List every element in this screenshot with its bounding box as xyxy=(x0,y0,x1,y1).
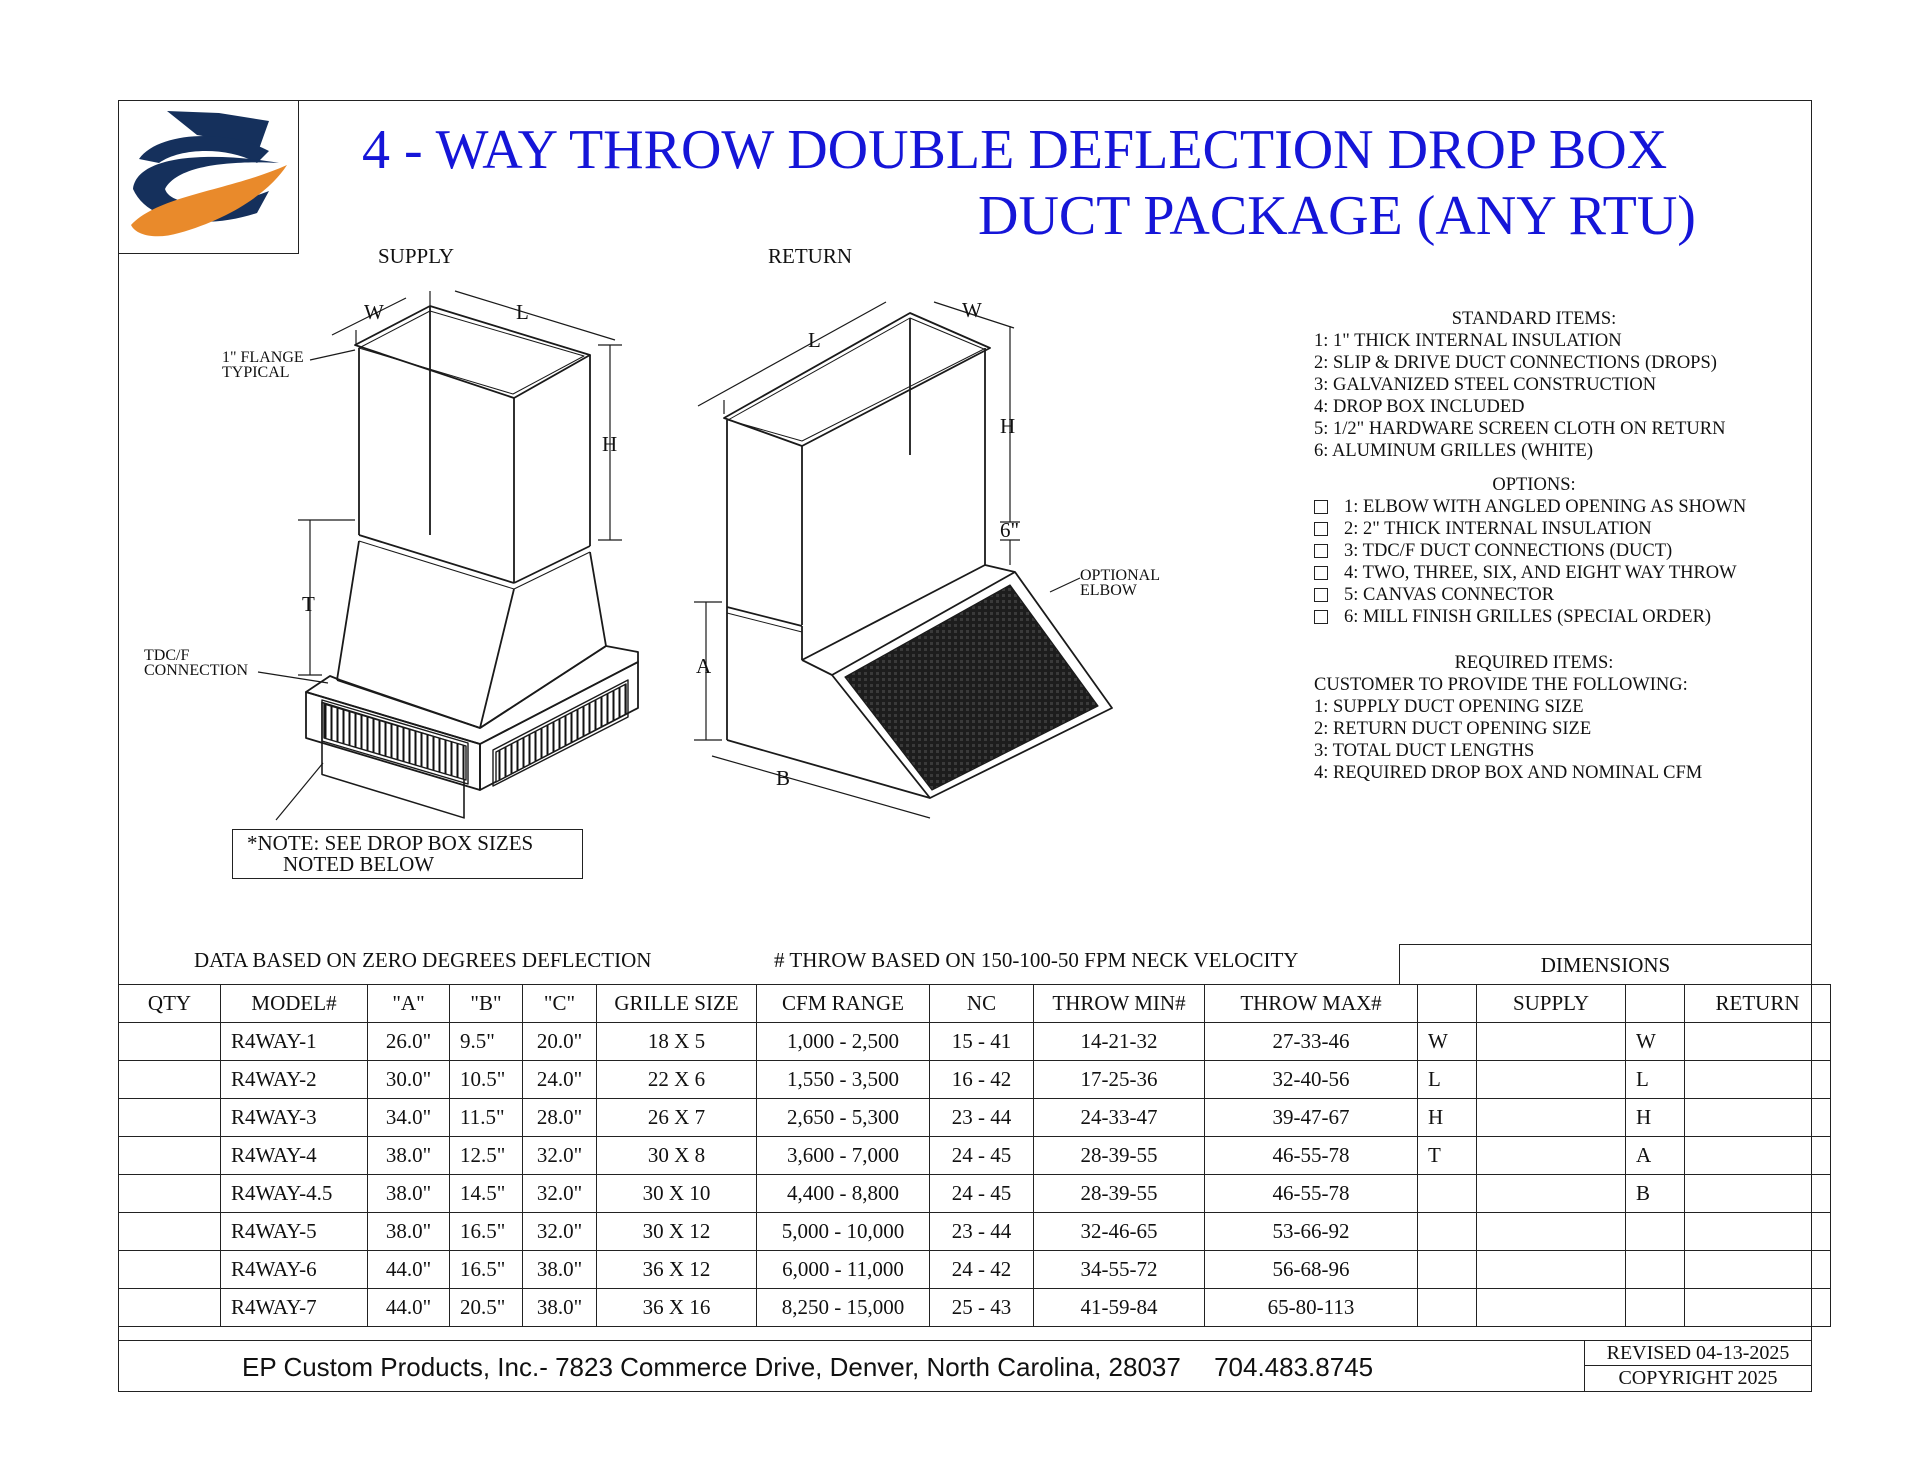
cell-nc: 23 - 44 xyxy=(930,1099,1034,1137)
cell-nc: 16 - 42 xyxy=(930,1061,1034,1099)
cell-b: 16.5" xyxy=(450,1213,523,1251)
required-item: 4: REQUIRED DROP BOX AND NOMINAL CFM xyxy=(1314,763,1703,783)
col-header: MODEL# xyxy=(221,985,368,1023)
cell-grille: 36 X 12 xyxy=(597,1251,757,1289)
return-dim-b: B xyxy=(776,766,791,790)
cell-blank xyxy=(1477,1137,1626,1175)
cell-tmin: 28-39-55 xyxy=(1034,1175,1205,1213)
drop-box-note xyxy=(232,829,583,879)
table-row xyxy=(119,1023,1831,1061)
option-item: 4: TWO, THREE, SIX, AND EIGHT WAY THROW xyxy=(1344,563,1737,583)
required-items-heading: REQUIRED ITEMS: xyxy=(1454,653,1614,673)
cell-blank xyxy=(1685,1251,1831,1289)
return-label: RETURN xyxy=(768,244,852,268)
supply-dim-w: W xyxy=(364,300,384,324)
cell-a: 26.0" xyxy=(368,1023,450,1061)
cell-tmax: 27-33-46 xyxy=(1205,1023,1418,1061)
return-dim-six: 6" xyxy=(1000,518,1020,542)
elbow-callout xyxy=(1080,568,1160,598)
cell-sup xyxy=(1418,1251,1477,1289)
standard-item: 6: ALUMINUM GRILLES (WHITE) xyxy=(1314,441,1593,461)
cell-tmin: 14-21-32 xyxy=(1034,1023,1205,1061)
table-note-left: DATA BASED ON ZERO DEGREES DEFLECTION xyxy=(194,948,652,972)
option-checkbox[interactable] xyxy=(1314,544,1328,558)
option-checkbox[interactable] xyxy=(1314,566,1328,580)
cell-tmax: 56-68-96 xyxy=(1205,1251,1418,1289)
cell-c: 28.0" xyxy=(523,1099,597,1137)
cell-qty xyxy=(119,1251,221,1289)
cell-nc: 23 - 44 xyxy=(930,1213,1034,1251)
cell-blank xyxy=(1477,1061,1626,1099)
cell-sup xyxy=(1418,1289,1477,1327)
cell-blank xyxy=(1477,1099,1626,1137)
required-item: 2: RETURN DUCT OPENING SIZE xyxy=(1314,719,1592,739)
cell-c: 32.0" xyxy=(523,1175,597,1213)
cell-sup: L xyxy=(1418,1061,1477,1099)
standard-items-heading: STANDARD ITEMS: xyxy=(1451,309,1617,329)
cell-c: 24.0" xyxy=(523,1061,597,1099)
cell-a: 44.0" xyxy=(368,1251,450,1289)
supply-dim-h: H xyxy=(602,432,618,456)
cell-ret: B xyxy=(1626,1175,1685,1213)
standard-item: 2: SLIP & DRIVE DUCT CONNECTIONS (DROPS) xyxy=(1314,353,1717,373)
cell-cfm: 1,550 - 3,500 xyxy=(757,1061,930,1099)
table-row xyxy=(119,1251,1831,1289)
standard-items-list xyxy=(1314,308,1754,462)
standard-item: 1: 1" THICK INTERNAL INSULATION xyxy=(1314,331,1622,351)
elbow-callout-line2: ELBOW xyxy=(1080,582,1137,599)
cell-blank xyxy=(1477,1213,1626,1251)
cell-ret: A xyxy=(1626,1137,1685,1175)
return-duct-drawing xyxy=(694,302,1112,818)
cell-tmax: 65-80-113 xyxy=(1205,1289,1418,1327)
table-note-right: # THROW BASED ON 150-100-50 FPM NECK VELOCITY xyxy=(774,948,1299,972)
tdcf-callout-line1: TDC/F xyxy=(144,647,190,664)
cell-blank xyxy=(1477,1289,1626,1327)
cell-sup: W xyxy=(1418,1023,1477,1061)
cell-qty xyxy=(119,1061,221,1099)
cell-nc: 24 - 42 xyxy=(930,1251,1034,1289)
cell-cfm: 2,650 - 5,300 xyxy=(757,1099,930,1137)
cell-qty xyxy=(119,1213,221,1251)
cell-sup xyxy=(1418,1213,1477,1251)
cell-blank xyxy=(1685,1061,1831,1099)
return-dim-l: L xyxy=(808,328,821,352)
standard-item: 5: 1/2" HARDWARE SCREEN CLOTH ON RETURN xyxy=(1314,419,1726,439)
cell-grille: 26 X 7 xyxy=(597,1099,757,1137)
cell-cfm: 6,000 - 11,000 xyxy=(757,1251,930,1289)
tdcf-callout-line2: CONNECTION xyxy=(144,662,248,679)
return-dim-a: A xyxy=(696,654,712,678)
title-line-2: DUCT PACKAGE (ANY RTU) xyxy=(978,185,1696,247)
cell-tmax: 46-55-78 xyxy=(1205,1137,1418,1175)
cell-tmax: 46-55-78 xyxy=(1205,1175,1418,1213)
cell-b: 10.5" xyxy=(450,1061,523,1099)
cell-model: R4WAY-4 xyxy=(221,1137,368,1175)
cell-blank xyxy=(1685,1289,1831,1327)
note-line1: *NOTE: SEE DROP BOX SIZES xyxy=(247,831,534,855)
col-header: "B" xyxy=(450,985,523,1023)
cell-blank xyxy=(1685,1175,1831,1213)
cell-c: 20.0" xyxy=(523,1023,597,1061)
options-heading: OPTIONS: xyxy=(1492,475,1576,495)
table-row xyxy=(119,1061,1831,1099)
cell-blank xyxy=(1477,1023,1626,1061)
options-list xyxy=(1314,474,1774,628)
cell-grille: 30 X 8 xyxy=(597,1137,757,1175)
cell-blank xyxy=(1685,1213,1831,1251)
cell-nc: 24 - 45 xyxy=(930,1175,1034,1213)
cell-a: 34.0" xyxy=(368,1099,450,1137)
option-checkbox[interactable] xyxy=(1314,610,1328,624)
standard-item: 4: DROP BOX INCLUDED xyxy=(1314,397,1525,417)
cell-tmin: 17-25-36 xyxy=(1034,1061,1205,1099)
required-items-list xyxy=(1314,652,1754,784)
supply-duct-drawing xyxy=(258,291,638,820)
cell-b: 20.5" xyxy=(450,1289,523,1327)
cell-tmax: 53-66-92 xyxy=(1205,1213,1418,1251)
cell-qty xyxy=(119,1023,221,1061)
cell-tmax: 32-40-56 xyxy=(1205,1061,1418,1099)
table-row xyxy=(119,1289,1831,1327)
cell-qty xyxy=(119,1175,221,1213)
cell-model: R4WAY-4.5 xyxy=(221,1175,368,1213)
option-checkbox[interactable] xyxy=(1314,500,1328,514)
footer-address xyxy=(242,1352,1373,1383)
cell-blank xyxy=(1685,1137,1831,1175)
cell-blank xyxy=(1477,1175,1626,1213)
cell-tmin: 24-33-47 xyxy=(1034,1099,1205,1137)
supply-dim-l: L xyxy=(516,300,529,324)
col-header: CFM RANGE xyxy=(757,985,930,1023)
cell-model: R4WAY-5 xyxy=(221,1213,368,1251)
footer-phone: 704.483.8745 xyxy=(1214,1352,1374,1382)
table-row xyxy=(119,1175,1831,1213)
cell-sup: T xyxy=(1418,1137,1477,1175)
cell-c: 38.0" xyxy=(523,1289,597,1327)
cell-tmin: 32-46-65 xyxy=(1034,1213,1205,1251)
cell-cfm: 1,000 - 2,500 xyxy=(757,1023,930,1061)
footer-company: EP Custom Products, Inc.- 7823 Commerce Drive, Denver, North Carolina, 28037 xyxy=(242,1352,1181,1382)
cell-model: R4WAY-7 xyxy=(221,1289,368,1327)
revised-date: REVISED 04-13-2025 xyxy=(1585,1341,1811,1366)
option-checkbox[interactable] xyxy=(1314,588,1328,602)
cell-c: 32.0" xyxy=(523,1137,597,1175)
table-row xyxy=(119,1137,1831,1175)
cell-b: 14.5" xyxy=(450,1175,523,1213)
option-item: 2: 2" THICK INTERNAL INSULATION xyxy=(1344,519,1652,539)
option-item: 5: CANVAS CONNECTOR xyxy=(1344,585,1555,605)
cell-tmin: 41-59-84 xyxy=(1034,1289,1205,1327)
table-row xyxy=(119,1213,1831,1251)
flange-callout-line1: 1" FLANGE xyxy=(222,349,304,366)
cell-ret xyxy=(1626,1213,1685,1251)
cell-b: 16.5" xyxy=(450,1251,523,1289)
cell-nc: 24 - 45 xyxy=(930,1137,1034,1175)
col-header-blank xyxy=(1626,985,1685,1023)
cell-tmin: 28-39-55 xyxy=(1034,1137,1205,1175)
return-dim-h: H xyxy=(1000,414,1016,438)
col-header: QTY xyxy=(119,985,221,1023)
cell-sup: H xyxy=(1418,1099,1477,1137)
cell-b: 9.5" xyxy=(450,1023,523,1061)
cell-cfm: 3,600 - 7,000 xyxy=(757,1137,930,1175)
cell-cfm: 4,400 - 8,800 xyxy=(757,1175,930,1213)
cell-ret xyxy=(1626,1289,1685,1327)
col-header: THROW MIN# xyxy=(1034,985,1205,1023)
col-header: RETURN xyxy=(1685,985,1831,1023)
revision-block xyxy=(1584,1340,1812,1392)
required-item: 3: TOTAL DUCT LENGTHS xyxy=(1314,741,1535,761)
cell-grille: 18 X 5 xyxy=(597,1023,757,1061)
option-item: 1: ELBOW WITH ANGLED OPENING AS SHOWN xyxy=(1344,497,1747,517)
cell-tmax: 39-47-67 xyxy=(1205,1099,1418,1137)
title-line-1: 4 - WAY THROW DOUBLE DEFLECTION DROP BOX xyxy=(362,119,1668,181)
cell-grille: 22 X 6 xyxy=(597,1061,757,1099)
cell-a: 30.0" xyxy=(368,1061,450,1099)
cell-a: 38.0" xyxy=(368,1175,450,1213)
cell-model: R4WAY-6 xyxy=(221,1251,368,1289)
option-checkbox[interactable] xyxy=(1314,522,1328,536)
supply-dim-t: T xyxy=(302,592,315,616)
cell-ret: L xyxy=(1626,1061,1685,1099)
cell-model: R4WAY-1 xyxy=(221,1023,368,1061)
cell-b: 11.5" xyxy=(450,1099,523,1137)
cell-cfm: 5,000 - 10,000 xyxy=(757,1213,930,1251)
cell-c: 32.0" xyxy=(523,1213,597,1251)
cell-nc: 25 - 43 xyxy=(930,1289,1034,1327)
cell-blank xyxy=(1685,1099,1831,1137)
cell-c: 38.0" xyxy=(523,1251,597,1289)
cell-qty xyxy=(119,1289,221,1327)
cell-blank xyxy=(1685,1023,1831,1061)
col-header: GRILLE SIZE xyxy=(597,985,757,1023)
cell-a: 44.0" xyxy=(368,1289,450,1327)
option-item: 6: MILL FINISH GRILLES (SPECIAL ORDER) xyxy=(1344,607,1712,627)
footer-divider xyxy=(118,1340,1584,1341)
note-line2: NOTED BELOW xyxy=(283,852,435,876)
cell-ret xyxy=(1626,1251,1685,1289)
required-items-intro: CUSTOMER TO PROVIDE THE FOLLOWING: xyxy=(1314,675,1688,695)
flange-callout xyxy=(222,350,304,380)
cell-cfm: 8,250 - 15,000 xyxy=(757,1289,930,1327)
cell-a: 38.0" xyxy=(368,1137,450,1175)
cell-ret: H xyxy=(1626,1099,1685,1137)
col-header-blank xyxy=(1418,985,1477,1023)
col-header: SUPPLY xyxy=(1477,985,1626,1023)
table-header-row xyxy=(119,985,1831,1023)
cell-grille: 30 X 10 xyxy=(597,1175,757,1213)
flange-callout-line2: TYPICAL xyxy=(222,364,290,381)
col-header: THROW MAX# xyxy=(1205,985,1418,1023)
col-header: "C" xyxy=(523,985,597,1023)
model-spec-table xyxy=(118,984,1831,1327)
col-header: NC xyxy=(930,985,1034,1023)
elbow-callout-line1: OPTIONAL xyxy=(1080,567,1160,584)
copyright: COPYRIGHT 2025 xyxy=(1618,1367,1778,1389)
cell-grille: 36 X 16 xyxy=(597,1289,757,1327)
return-dim-w: W xyxy=(962,298,982,322)
cell-sup xyxy=(1418,1175,1477,1213)
cell-qty xyxy=(119,1137,221,1175)
table-row xyxy=(119,1099,1831,1137)
dimensions-header: DIMENSIONS xyxy=(1399,944,1812,984)
cell-model: R4WAY-3 xyxy=(221,1099,368,1137)
cell-tmin: 34-55-72 xyxy=(1034,1251,1205,1289)
tdcf-callout xyxy=(144,648,248,678)
cell-b: 12.5" xyxy=(450,1137,523,1175)
standard-item: 3: GALVANIZED STEEL CONSTRUCTION xyxy=(1314,375,1657,395)
cell-blank xyxy=(1477,1251,1626,1289)
cell-grille: 30 X 12 xyxy=(597,1213,757,1251)
cell-model: R4WAY-2 xyxy=(221,1061,368,1099)
cell-qty xyxy=(119,1099,221,1137)
cell-ret: W xyxy=(1626,1023,1685,1061)
supply-label: SUPPLY xyxy=(378,244,455,268)
required-item: 1: SUPPLY DUCT OPENING SIZE xyxy=(1314,697,1584,717)
option-item: 3: TDC/F DUCT CONNECTIONS (DUCT) xyxy=(1344,541,1673,561)
col-header: "A" xyxy=(368,985,450,1023)
cell-a: 38.0" xyxy=(368,1213,450,1251)
cell-nc: 15 - 41 xyxy=(930,1023,1034,1061)
